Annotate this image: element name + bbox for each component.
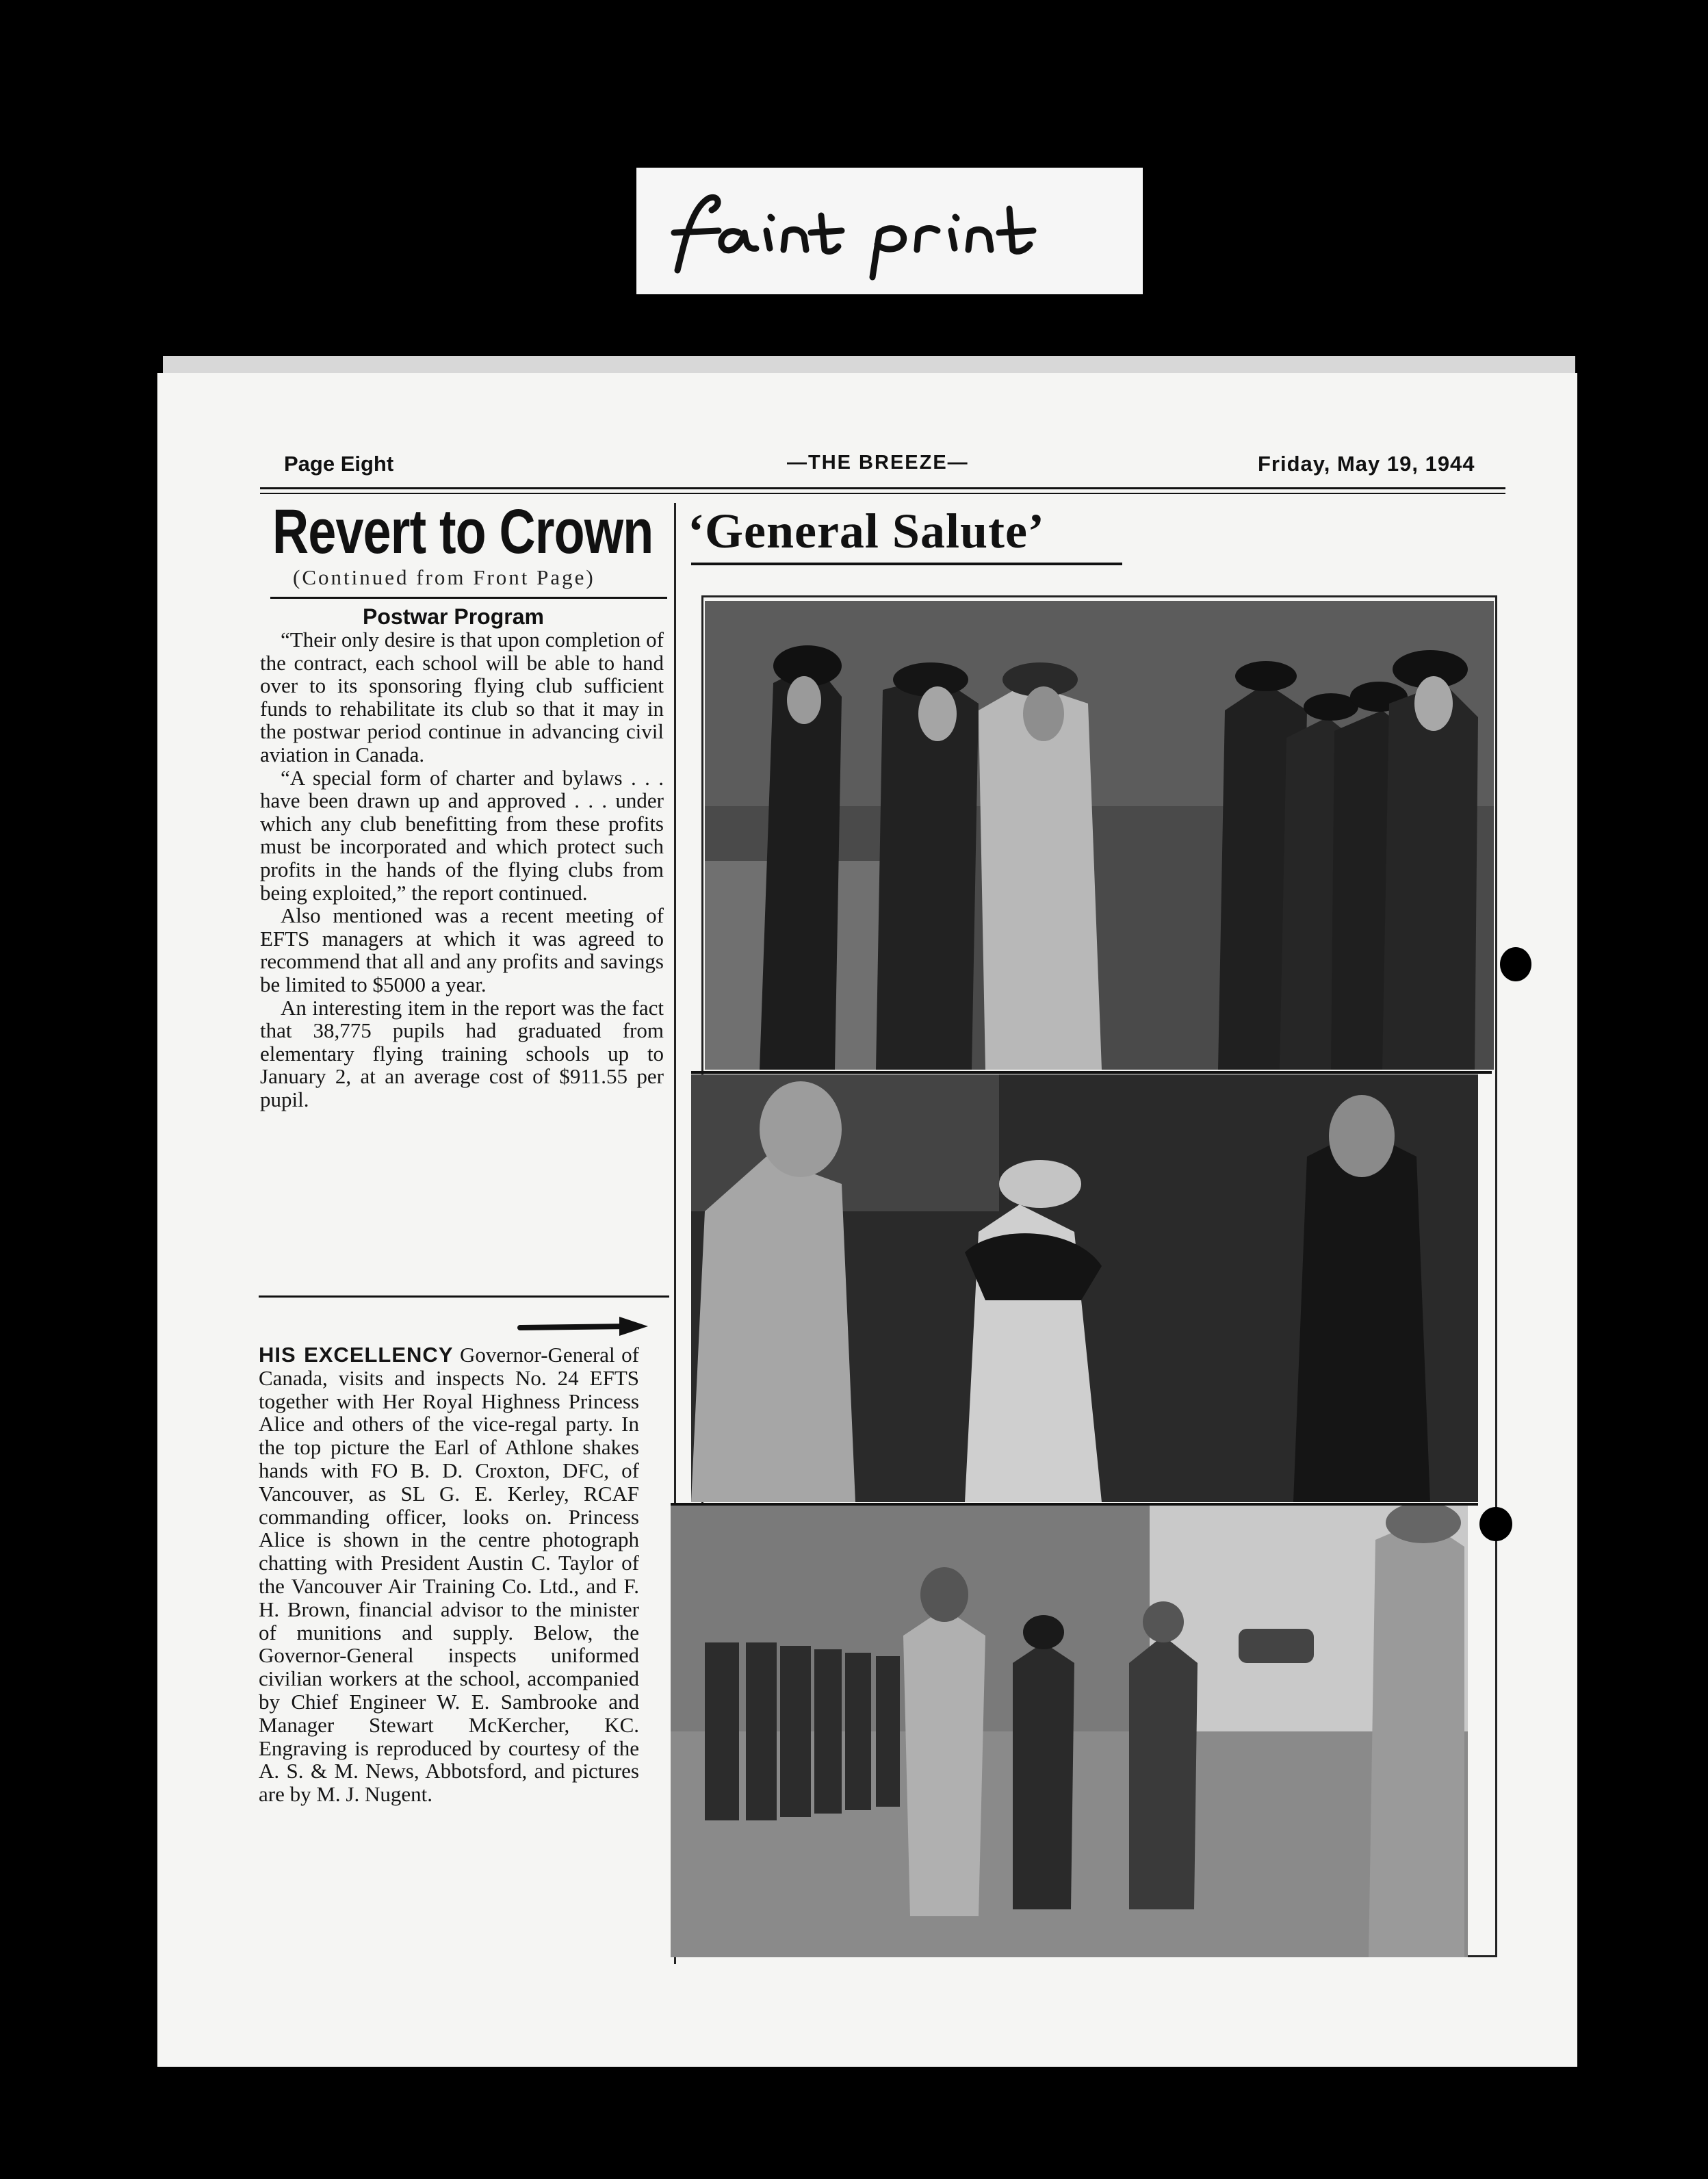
arrow-right-icon <box>517 1313 654 1340</box>
paragraph: “Their only desire is that upon completion of the contract, each school will be able to hand over to its sponsoring flying club sufficient funds to rehabilitate its club so that it may in the postwar period continue in advancing civil aviation in Canada. <box>260 628 664 766</box>
left-headline: Revert to Crown <box>272 497 654 567</box>
photo-divider-2 <box>671 1503 1478 1506</box>
caption-lead: HIS EXCELLENCY <box>259 1343 454 1367</box>
punch-hole-mark <box>1479 1507 1512 1541</box>
header-rule-bottom <box>260 493 1505 494</box>
page-number: Page Eight <box>284 452 394 476</box>
section-title: Postwar Program <box>363 604 544 629</box>
article-end-rule <box>259 1295 669 1298</box>
paragraph: “A special form of charter and bylaws . . . have been drawn up and approved . . . under which any club benefitting from these profits must be incorporated and which protect such profits in the hands of the flying clubs from being exploited,” the report continued. <box>260 765 664 905</box>
faint-print-handwriting <box>636 168 1143 294</box>
caption-body: Governor-General of Canada, visits and inspects No. 24 EFTS together with Her Royal Highness Princess Alice and others of the vice-regal party. In the top picture the Earl of Athlone shakes hands with FO B. D. Croxton, DFC, of Vancouver, as SL G. E. Kerley, RCAF commanding officer, looks on. Princess Alice is shown in the centre photograph chatting with President Austin C. Taylor of the Vancouver Air Training Co. Ltd., and F. H. Brown, financial advisor to the minister of munitions and supply. Below, the Governor-General inspects uniformed civilian workers at the school, accompanied by Chief Engineer W. E. Sambrooke and Manager Stewart McKercher, KC. Engraving is reproduced by courtesy of the A. S. & M. News, Abbotsford, and pictures are by M. J. Nugent. <box>259 1343 640 1807</box>
article-body <box>260 628 664 1111</box>
photo-inspection <box>671 1506 1468 1957</box>
handwritten-note-card <box>636 168 1143 294</box>
right-headline-underline <box>691 563 1122 565</box>
punch-hole-mark <box>1500 947 1531 981</box>
header-rule-top <box>260 487 1505 489</box>
photo-princess-alice <box>691 1074 1478 1502</box>
masthead: —THE BREEZE— <box>787 452 969 474</box>
right-headline: ‘General Salute’ <box>688 504 1045 558</box>
paragraph: An interesting item in the report was the fact that 38,775 pupils had graduated from elementary flying training schools up to January 2, at an average cost of $911.55 per pupil. <box>260 995 664 1111</box>
photo-handshake <box>705 601 1494 1070</box>
photo-caption <box>259 1343 639 1806</box>
continued-note: (Continued from Front Page) <box>293 565 595 589</box>
issue-date: Friday, May 19, 1944 <box>1258 452 1475 476</box>
paragraph: Also mentioned was a recent meeting of EFTS managers at which it was agreed to recommend that all and any profits and savings be limited to $5000 a year. <box>260 903 664 996</box>
headline-underline <box>270 597 667 599</box>
photo-divider-1 <box>691 1071 1492 1074</box>
